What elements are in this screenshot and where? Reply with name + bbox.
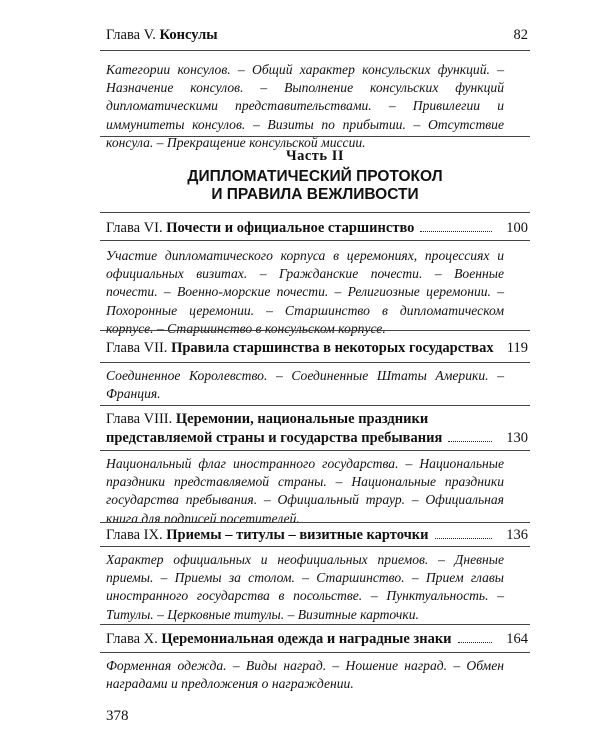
chapter-abstract: Национальный флаг иностранного государства. – Национальные праздники представляемой страны. – Национальные праздники государства пребывания. – Официальный траур. – Официальная книга для подписей посетителей. bbox=[106, 456, 504, 526]
divider bbox=[100, 50, 530, 51]
chapter-title-continued: представляемой страны и государства пребывания bbox=[106, 430, 443, 446]
chapter-abstract: Форменная одежда. – Виды наград. – Ношение наград. – Обмен наградами и предложения о награждении. bbox=[106, 658, 504, 692]
chapter-page-number: 136 bbox=[506, 527, 528, 543]
toc-entry-chapter-9[interactable] bbox=[106, 526, 528, 544]
chapter-abstract: Соединенное Королевство. – Соединенные Штаты Америки. – Франция. bbox=[106, 368, 504, 402]
dot-leader bbox=[448, 429, 492, 442]
chapter-title: Глава VII. Правила старшинства в некоторых государствах bbox=[106, 340, 494, 356]
divider bbox=[100, 546, 530, 547]
page-number: 378 bbox=[106, 708, 129, 724]
chapter-title: Глава X. Церемониальная одежда и наградные знаки bbox=[106, 631, 452, 647]
divider bbox=[100, 330, 530, 331]
dot-leader bbox=[224, 27, 492, 39]
part-title: ДИПЛОМАТИЧЕСКИЙ ПРОТОКОЛ И ПРАВИЛА ВЕЖЛИВОСТИ bbox=[187, 168, 443, 203]
chapter-title: Глава VI. Почести и официальное старшинство bbox=[106, 220, 415, 236]
divider bbox=[100, 652, 530, 653]
divider bbox=[100, 405, 530, 406]
chapter-abstract: Категории консулов. – Общий характер консульских функций. – Назначение консулов. – Выполнение консульских функций дипломатическими представительствами. – Привилегии и иммунитеты консулов. – Визиты по прибытии. – Отсутствие консула. – Прекращение консульской миссии. bbox=[106, 62, 504, 150]
divider bbox=[100, 136, 530, 137]
chapter-title: Глава IX. Приемы – титулы – визитные карточки bbox=[106, 527, 429, 543]
toc-entry-chapter-5[interactable] bbox=[106, 26, 528, 44]
divider bbox=[100, 212, 530, 213]
chapter-title: Глава VIII. Церемонии, национальные праздники bbox=[106, 411, 429, 427]
dot-leader bbox=[420, 219, 492, 232]
toc-entry-chapter-7[interactable] bbox=[106, 339, 528, 357]
toc-entry-chapter-6[interactable] bbox=[106, 219, 528, 237]
chapter-page-number: 82 bbox=[513, 27, 528, 43]
divider bbox=[100, 450, 530, 451]
divider bbox=[100, 522, 530, 523]
toc-entry-chapter-8[interactable] bbox=[106, 410, 528, 448]
chapter-page-number: 164 bbox=[506, 631, 528, 647]
dot-leader bbox=[458, 630, 492, 643]
chapter-abstract: Участие дипломатического корпуса в церемониях, процессиях и официальных визитах. – Гражданские почести. – Военные почести. – Военно-морские почести. – Религиозные церемонии. – Похоронные церемонии. – Старшинство в дипломатическом корпусе. – Старшинство в консульском корпусе. bbox=[106, 248, 504, 336]
chapter-page-number: 130 bbox=[506, 430, 528, 446]
divider bbox=[100, 624, 530, 625]
chapter-title: Глава V. Консулы bbox=[106, 27, 218, 43]
divider bbox=[100, 362, 530, 363]
divider bbox=[100, 240, 530, 241]
part-label: Часть II bbox=[285, 148, 345, 164]
chapter-page-number: 119 bbox=[506, 340, 528, 356]
chapter-page-number: 100 bbox=[506, 220, 528, 236]
dot-leader bbox=[435, 526, 493, 539]
toc-entry-chapter-10[interactable] bbox=[106, 630, 528, 648]
chapter-abstract: Характер официальных и неофициальных приемов. – Дневные приемы. – Приемы за столом. – Старшинство. – Прием главы иностранного государства в посольстве. – Пунктуальность. – Титулы. – Церковные титулы. – Визитные карточки. bbox=[106, 552, 504, 622]
